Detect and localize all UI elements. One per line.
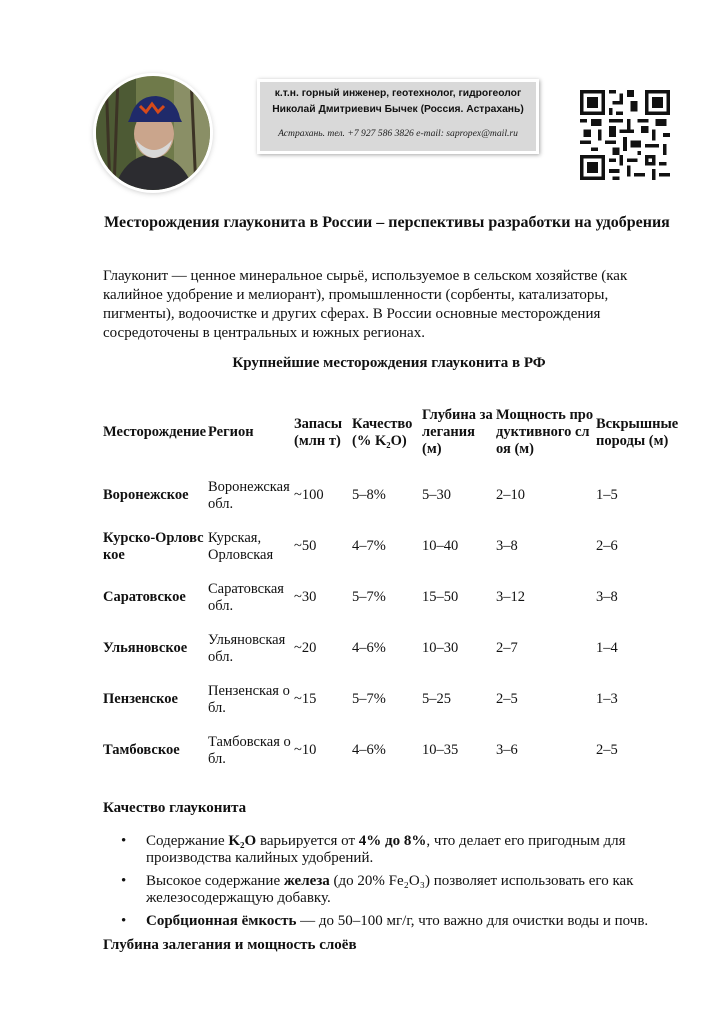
cell-depth: 5–25 <box>422 691 451 707</box>
deposits-table <box>103 395 683 776</box>
cell-reserves: ~20 <box>294 640 317 656</box>
cell-reserves: ~30 <box>294 589 317 605</box>
cell-depth: 5–30 <box>422 487 451 503</box>
cell-overburden: 1–4 <box>596 640 618 656</box>
author-contact-card-background <box>260 82 536 151</box>
cell-thickness: 2–5 <box>496 691 518 707</box>
cell-region: Курская, Орловская <box>208 529 274 563</box>
cell-region: Воронежская обл. <box>208 478 290 512</box>
table-row <box>103 470 683 521</box>
bold-run: Сорбционная ёмкость <box>146 913 297 929</box>
author-name: Николай Дмитриевич Бычек (Россия. Астрахань) <box>272 104 524 115</box>
cell-region: Пензенская обл. <box>208 682 290 716</box>
section-heading-quality: Качество глауконита <box>103 800 247 816</box>
cell-reserves: ~50 <box>294 538 317 554</box>
text-run: Высокое содержание <box>146 873 284 889</box>
cell-overburden: 2–6 <box>596 538 618 554</box>
author-photo <box>96 76 210 190</box>
quality-list <box>121 833 681 936</box>
cell-region: Ульяновская обл. <box>208 631 286 665</box>
text-run: Содержание <box>146 833 229 849</box>
cell-overburden: 1–3 <box>596 691 618 707</box>
cell-reserves: ~100 <box>294 487 324 503</box>
cell-quality: 5–7% <box>352 691 386 707</box>
author-contacts: Астрахань. тел. +7 927 586 3826 e-mail: sapropex@mail.ru <box>278 128 518 139</box>
table-row <box>103 521 683 572</box>
table-caption: Крупнейшие месторождения глауконита в РФ <box>232 355 546 371</box>
bold-run: K₂O <box>228 833 257 849</box>
list-item <box>121 873 681 907</box>
cell-thickness: 3–12 <box>496 589 525 605</box>
cell-deposit: Курско-Орловское <box>103 529 204 563</box>
intro-paragraph: Глауконит — ценное минеральное сырьё, используемое в сельском хозяйстве (как калийное удобрение и мелиорант), промышленности (сорбенты, катализаторы, пигменты), водоочистке и других сферах. В России основные месторождения сосредоточены в центральных и южных регионах. <box>103 268 628 341</box>
header-quality: Качество (% K₂O) <box>352 415 413 449</box>
qr-code <box>580 90 670 180</box>
table-row <box>103 674 683 725</box>
text-run: — до 50–100 мг/г, что важно для очистки воды и почв. <box>296 913 649 929</box>
cell-quality: 4–7% <box>352 538 386 554</box>
cell-quality: 4–6% <box>352 742 386 758</box>
cell-region: Тамбовская обл. <box>208 733 291 767</box>
text-run: (до 20% Fe₂O₃) позволяет использовать его как железосодержащую добавку. <box>146 873 634 906</box>
bold-run: железа <box>283 873 330 889</box>
cell-quality: 5–8% <box>352 487 386 503</box>
cell-overburden: 2–5 <box>596 742 618 758</box>
header-depth: Глубина залегания (м) <box>422 407 493 457</box>
table-header-row <box>103 395 683 470</box>
cell-depth: 10–35 <box>422 742 459 758</box>
cell-thickness: 3–8 <box>496 538 518 554</box>
cell-deposit: Тамбовское <box>103 742 180 758</box>
list-item <box>121 833 681 867</box>
cell-depth: 10–30 <box>422 640 459 656</box>
header-region: Регион <box>208 424 254 440</box>
header-overburden: Вскрышные породы (м) <box>596 415 679 449</box>
document-title: Месторождения глауконита в России – перспективы разработки на удобрения <box>104 214 670 231</box>
cell-depth: 15–50 <box>422 589 459 605</box>
table-row <box>103 623 683 674</box>
cell-deposit: Пензенское <box>103 691 178 707</box>
header-deposit: Месторождение <box>103 424 207 440</box>
text-run: варьируется от <box>256 833 359 849</box>
header-reserves: Запасы (млн т) <box>294 415 343 449</box>
table-row <box>103 572 683 623</box>
cell-reserves: ~10 <box>294 742 317 758</box>
cell-thickness: 2–7 <box>496 640 518 656</box>
bold-run: 4% до 8% <box>358 833 427 849</box>
cell-overburden: 3–8 <box>596 589 618 605</box>
text-run: , что делает его пригодным для производства калийных удобрений. <box>146 833 626 866</box>
cell-quality: 5–7% <box>352 589 386 605</box>
cell-thickness: 3–6 <box>496 742 518 758</box>
cell-thickness: 2–10 <box>496 487 525 503</box>
cell-region: Саратовская обл. <box>208 580 284 614</box>
cell-deposit: Ульяновское <box>103 640 188 656</box>
author-credentials: к.т.н. горный инженер, геотехнолог, гидрогеолог <box>274 88 522 99</box>
list-item <box>121 913 681 930</box>
cell-depth: 10–40 <box>422 538 459 554</box>
table-row <box>103 725 683 776</box>
header-thickness: Мощность продуктивного слоя (м) <box>496 407 594 457</box>
cell-overburden: 1–5 <box>596 487 618 503</box>
cell-deposit: Воронежское <box>103 487 189 503</box>
section-heading-depth: Глубина залегания и мощность слоёв <box>103 937 357 953</box>
cell-quality: 4–6% <box>352 640 386 656</box>
author-contact-card <box>257 79 539 154</box>
cell-deposit: Саратовское <box>103 589 186 605</box>
cell-reserves: ~15 <box>294 691 317 707</box>
